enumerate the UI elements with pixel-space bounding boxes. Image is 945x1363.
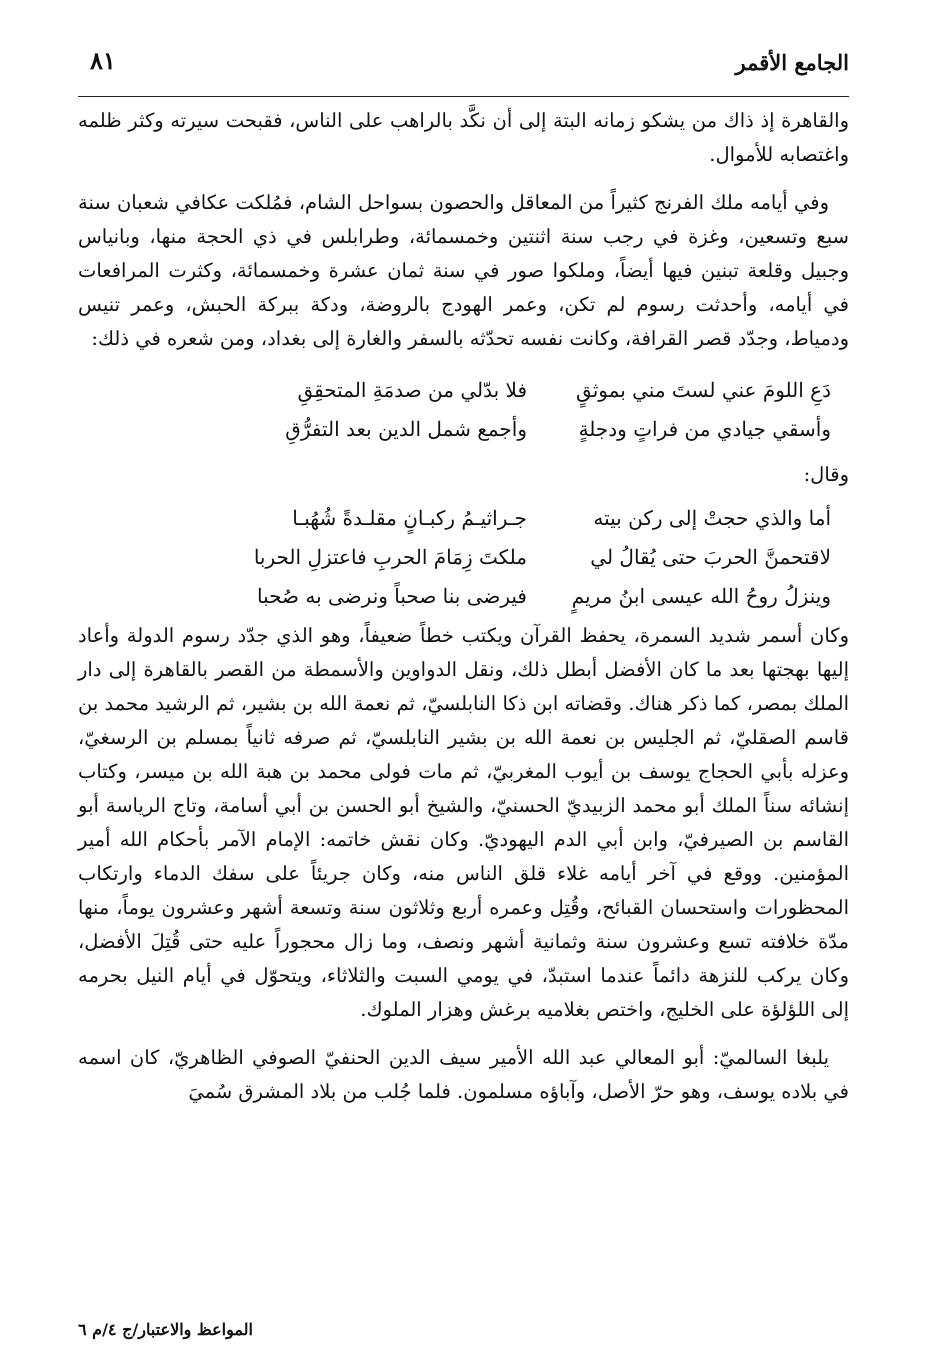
main-text (78, 104, 849, 1109)
hemistich-second: وأجمع شمل الدين بعد التفرُّقِ (285, 416, 527, 441)
hemistich-second: ملكتَ زِمَامَ الحربِ فاعتزلِ الحربا (253, 544, 527, 569)
paragraph-2: وفي أيامه ملك الفرنج كثيراً من المعاقل والحصون بسواحل الشام، فمُلكت عكافي شعبان سنة سبع وتسعين، وغزة في رجب سنة اثنتين وخمسمائة، وطرابلس في ذي الحجة منها، وبانياس وجبيل وقلعة تبنين فيها أيضاً، وملكوا صور في سنة ثمان عشرة وخمسمائة، وكثرت المرافعات في أيامه، وأحدثت رسوم لم تكن، وعمر الهودج بالروضة، ودكة ببركة الحبش، وعمر تنيس ودمياط، وجدّد قصر القرافة، وكانت نفسه تحدّثه بالسفر والغارة إلى بغداد، ومن شعره في ذلك: (78, 191, 849, 350)
hemistich-second: فيرضى بنا صحباً ونرضى به صُحبا (256, 583, 527, 608)
page-header (78, 40, 849, 92)
hemistich-first: دَعِ اللومَ عني لستَ مني بموثقٍ (576, 377, 831, 402)
hemistich-first: وأسقي جيادي من فراتٍ ودجلةٍ (578, 416, 831, 441)
hemistich-second: فلا بدّلي من صدمَةِ المتحقِقِ (297, 377, 527, 402)
hemistich-first: أما والذي حجتْ إلى ركن بيته (593, 505, 831, 530)
header-rule (78, 96, 849, 97)
poem-intro: وقال: (803, 463, 849, 486)
paragraph-1: والقاهرة إذ ذاك من يشكو زمانه البتة إلى أن نكَّد بالراهب على الناس، فقبحت سيرته وكثر ظلمه واغتصابه للأموال. (78, 109, 849, 166)
paragraph-4: يلبغا السالميّ: أبو المعالي عبد الله الأمير سيف الدين الحنفيّ الصوفي الظاهريّ، كان اسمه في بلاده يوسف، وهو حرّ الأصل، وآباؤه مسلمون. فلما جُلب من بلاد المشرق سُميَ (78, 1046, 849, 1103)
running-title: الجامع الأقمر (735, 50, 849, 75)
hemistich-first: لاقتحمنَّ الحربَ حتى يُقالُ لي (590, 544, 831, 569)
poem-line (78, 576, 849, 615)
paragraph-3: وكان أسمر شديد السمرة، يحفظ القرآن ويكتب خطاً ضعيفاً، وهو الذي جدّد رسوم الدولة وأعاد إليها بهجتها بعد ما كان الأفضل أبطل ذلك، ونقل الدواوين والأسمطة من القصر بالقاهرة إلى دار الملك بمصر، كما ذكر هناك. وقضاته ابن ذكا النابلسيّ، ثم نعمة الله بن بشير، ثم الرشيد محمد بن قاسم الصقليّ، ثم الجليس بن نعمة الله بن بشير النابلسيّ، ثم صرفه ثانياً بمسلم بن الرسغيّ، وعزله بأبي الحجاج يوسف بن أيوب المغربيّ، ثم مات فولى محمد بن هبة الله بن ميسر، وكتاب إنشائه سناً الملك أبو محمد الزبيديّ الحسنيّ، والشيخ أبو الحسن بن أبي أسامة، وتاج الرياسة أبو القاسم بن الصيرفيّ، وابن أبي الدم اليهوديّ. وكان نقش خاتمه: الإمام الآمر بأحكام الله أمير المؤمنين. ووقع في آخر أيامه غلاء قلق الناس منه، وكان جريئاً على سفك الدماء وارتكاب المحظورات واستحسان القبائح، وقُتِل وعمره أربع وثلاثون سنة وتسعة أشهر وعشرون يوماً، منها مدّة خلافته تسع وعشرون سنة وثمانية أشهر ونصف، وما زال محجوراً عليه حتى قُتِلَ الأفضل، وكان يركب للنزهة دائماً عندما استبدّ، في يومي السبت والثلاثاء، ويتحوّل في أيام النيل بحرمه إلى اللؤلؤة على الخليج، واختص بغلاميه برغش وهزار الملوك. (78, 624, 849, 1021)
poem-line (78, 409, 849, 448)
poem-line (78, 370, 849, 409)
poem-line (78, 537, 849, 576)
footer-signature: المواعظ والاعتبار/ج ٤/م ٦ (78, 1320, 253, 1339)
hemistich-second: جـراثيـمُ ركبـانٍ مقلـدةً شُهُبـا (292, 505, 527, 530)
poem-line (78, 498, 849, 537)
hemistich-first: وينزلُ روحُ الله عيسى ابنُ مريمٍ (571, 583, 831, 608)
poem-1 (78, 370, 849, 448)
page-number: ٨١ (90, 46, 116, 75)
poem-2 (78, 498, 849, 615)
